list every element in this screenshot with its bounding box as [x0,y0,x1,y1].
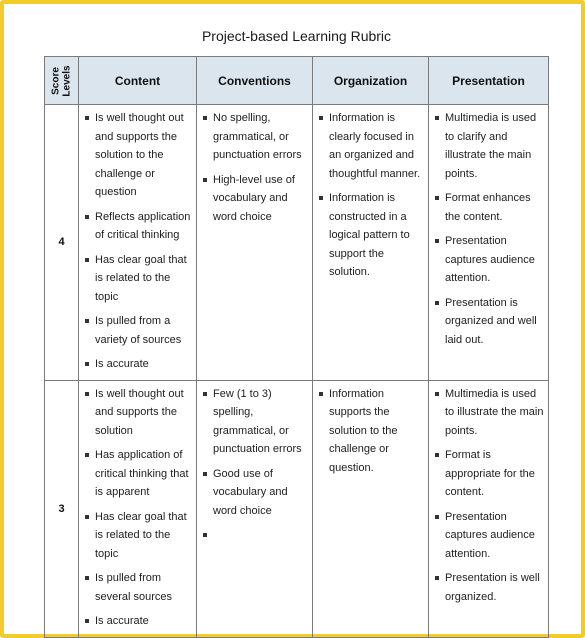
list-item: Presentation is organized and well laid out. [435,294,546,350]
conventions-header: Conventions [197,57,313,105]
criteria-list [197,381,312,533]
list-item: Is pulled from a variety of sources [85,312,194,349]
presentation-cell [429,380,549,637]
criteria-list [79,381,196,637]
criteria-list [313,105,428,288]
rubric-table [44,56,549,638]
list-item: High-level use of vocabulary and word choice [203,171,310,227]
list-item: No spelling, grammatical, or punctuation errors [203,109,310,165]
table-row [45,105,549,381]
list-item: Is pulled from several sources [85,569,194,606]
rubric-title: Project-based Learning Rubric [201,28,392,44]
list-item: Presentation captures audience attention. [435,232,546,288]
list-item: Multimedia is used to illustrate the main points. [435,385,546,441]
list-item: Format enhances the content. [435,189,546,226]
list-item: Multimedia is used to clarify and illustrate the main points. [435,109,546,183]
list-item: Few (1 to 3) spelling, grammatical, or punctuation errors [203,385,310,459]
criteria-list [313,381,428,484]
criteria-list [429,381,548,613]
list-item: Presentation captures audience attention. [435,508,546,564]
presentation-cell [429,105,549,381]
list-item: Is accurate [85,355,194,374]
table-row [45,380,549,637]
list-item: Is accurate [85,612,194,631]
list-item: Has application of critical thinking that is apparent [85,446,194,502]
score-levels-label [50,65,72,96]
list-item: Reflects application of critical thinking [85,208,194,245]
content-header: Content [79,57,197,105]
list-item: Has clear goal that is related to the topic [85,508,194,564]
score-label-line1: Score [50,66,62,95]
content-cell [79,105,197,381]
list-item: Information is constructed in a logical pattern to support the solution. [319,189,426,282]
criteria-list [79,105,196,380]
list-item: Is well thought out and supports the solution [85,385,194,441]
conventions-cell [197,105,313,381]
organization-cell [313,105,429,381]
organization-cell [313,380,429,637]
presentation-header: Presentation [429,57,549,105]
list-item: Information is clearly focused in an organized and thoughtful manner. [319,109,426,183]
criteria-list [197,105,312,232]
score-levels-header [45,57,79,105]
conventions-cell [197,380,313,637]
content-cell [79,380,197,637]
header-row [45,57,549,105]
list-item: Presentation is well organized. [435,569,546,606]
organization-header: Organization [313,57,429,105]
list-item: Information supports the solution to the challenge or question. [319,385,426,478]
list-item: Has clear goal that is related to the topic [85,251,194,307]
criteria-list [429,105,548,355]
score-label-line2: Levels [61,64,73,97]
list-item: Good use of vocabulary and word choice [203,465,310,521]
list-item: Is well thought out and supports the solution to the challenge or question [85,109,194,202]
score-cell: 4 [45,105,79,381]
score-cell: 3 [45,380,79,637]
list-item: Format is appropriate for the content. [435,446,546,502]
